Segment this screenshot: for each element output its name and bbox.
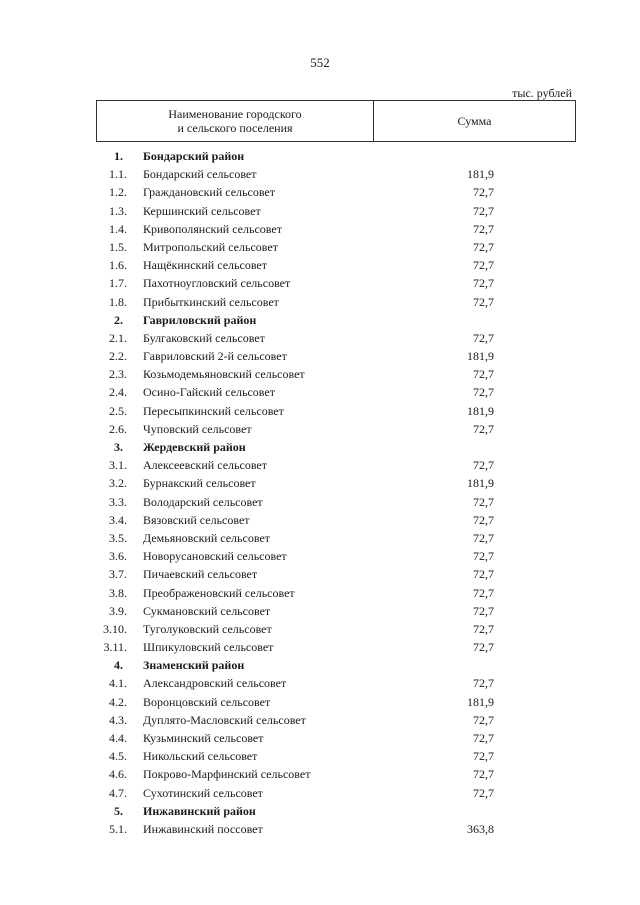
district-name: Инжавинский район (143, 803, 256, 818)
row-number: 4.3. (109, 712, 127, 727)
settlement-row (0, 604, 640, 622)
settlement-name: Осино-Гайский сельсовет (143, 385, 275, 400)
settlement-row (0, 767, 640, 785)
row-number: 2.4. (109, 385, 127, 400)
row-amount: 72,7 (473, 421, 494, 436)
settlement-row (0, 531, 640, 549)
row-amount: 72,7 (473, 585, 494, 600)
settlement-name: Шпикуловский сельсовет (143, 640, 274, 655)
row-number: 1.4. (109, 221, 127, 236)
row-amount: 72,7 (473, 640, 494, 655)
settlement-row (0, 822, 640, 840)
district-row (0, 149, 640, 167)
row-number: 2.3. (109, 367, 127, 382)
settlement-name: Преображеновский сельсовет (143, 585, 295, 600)
settlement-name: Алексеевский сельсовет (143, 458, 267, 473)
district-row (0, 313, 640, 331)
settlement-row (0, 476, 640, 494)
row-amount: 72,7 (473, 712, 494, 727)
row-amount: 72,7 (473, 731, 494, 745)
settlement-name: Бондарский сельсовет (143, 167, 257, 182)
settlement-row (0, 240, 640, 258)
units-label: тыс. рублей (512, 86, 572, 100)
settlement-name: Прибыткинский сельсовет (143, 294, 279, 309)
row-amount: 363,8 (467, 821, 494, 836)
row-number: 1.2. (109, 185, 127, 200)
row-amount: 72,7 (473, 276, 494, 291)
settlement-name: Кривополянский сельсовет (143, 221, 282, 236)
settlement-row (0, 567, 640, 585)
district-row (0, 658, 640, 676)
row-amount: 181,9 (467, 476, 494, 491)
row-number: 3.2. (109, 476, 127, 491)
settlement-name: Володарский сельсовет (143, 494, 263, 509)
row-number: 1.5. (109, 239, 127, 254)
settlement-row (0, 513, 640, 531)
settlement-row (0, 695, 640, 713)
settlement-name: Дуплято-Масловский сельсовет (143, 712, 306, 727)
district-row (0, 440, 640, 458)
settlement-name: Покрово-Марфинский сельсовет (143, 767, 311, 782)
settlement-name: Граждановский сельсовет (143, 185, 275, 200)
row-number: 1.8. (109, 294, 127, 309)
row-number: 4.5. (109, 749, 127, 764)
settlement-row (0, 367, 640, 385)
row-amount: 72,7 (473, 603, 494, 618)
row-amount: 72,7 (473, 530, 494, 545)
row-number: 3.10. (103, 621, 127, 636)
settlement-row (0, 458, 640, 476)
row-amount: 72,7 (473, 458, 494, 473)
row-amount: 72,7 (473, 367, 494, 382)
row-amount: 72,7 (473, 767, 494, 782)
row-number: 1.7. (109, 276, 127, 291)
settlement-name: Воронцовский сельсовет (143, 694, 271, 709)
row-amount: 72,7 (473, 294, 494, 309)
row-amount: 181,9 (467, 167, 494, 182)
settlement-row (0, 786, 640, 804)
settlement-name: Пересыпкинский сельсовет (143, 403, 284, 418)
row-amount: 72,7 (473, 203, 494, 218)
settlement-name: Козьмодемьяновский сельсовет (143, 367, 305, 382)
row-number: 1.1. (109, 167, 127, 182)
row-number: 4.7. (109, 785, 127, 800)
settlement-name: Митропольский сельсовет (143, 239, 278, 254)
row-number: 1.3. (109, 203, 127, 218)
settlement-row (0, 349, 640, 367)
page-number: 552 (310, 55, 330, 70)
settlement-name: Чуповский сельсовет (143, 421, 252, 436)
settlement-name: Новорусановский сельсовет (143, 549, 287, 564)
table-header (96, 100, 576, 142)
district-name: Гавриловский район (143, 312, 257, 327)
settlement-name: Демьяновский сельсовет (143, 530, 271, 545)
settlement-row (0, 331, 640, 349)
row-amount: 72,7 (473, 676, 494, 691)
settlement-row (0, 185, 640, 203)
row-amount: 72,7 (473, 385, 494, 400)
settlement-row (0, 422, 640, 440)
district-name: Бондарский район (143, 149, 245, 163)
settlement-name: Кершинский сельсовет (143, 203, 261, 218)
row-number: 3.3. (109, 494, 127, 509)
settlement-row (0, 276, 640, 294)
row-amount: 181,9 (467, 694, 494, 709)
row-number: 2.1. (109, 330, 127, 345)
row-number: 3. (114, 440, 123, 454)
settlement-name: Сукмановский сельсовет (143, 603, 271, 618)
row-amount: 181,9 (467, 403, 494, 418)
settlement-name: Сухотинский сельсовет (143, 785, 263, 800)
row-amount: 72,7 (473, 258, 494, 273)
district-name: Знаменский район (143, 658, 245, 673)
settlement-row (0, 749, 640, 767)
settlement-name: Гавриловский 2-й сельсовет (143, 349, 287, 364)
row-amount: 72,7 (473, 567, 494, 582)
row-number: 3.5. (109, 530, 127, 545)
row-amount: 72,7 (473, 549, 494, 564)
row-number: 5.1. (109, 821, 127, 836)
settlement-row (0, 258, 640, 276)
settlement-row (0, 204, 640, 222)
settlement-name: Булгаковский сельсовет (143, 330, 265, 345)
settlement-row (0, 622, 640, 640)
settlement-name: Никольский сельсовет (143, 749, 258, 764)
row-number: 2.2. (109, 349, 127, 364)
settlement-name: Пахотноугловский сельсовет (143, 276, 291, 291)
row-amount: 72,7 (473, 330, 494, 345)
settlement-name: Александровский сельсовет (143, 676, 287, 691)
settlement-row (0, 404, 640, 422)
settlement-row (0, 713, 640, 731)
row-number: 4.6. (109, 767, 127, 782)
row-number: 3.4. (109, 512, 127, 527)
row-number: 4.2. (109, 694, 127, 709)
row-amount: 72,7 (473, 494, 494, 509)
settlement-name: Пичаевский сельсовет (143, 567, 258, 582)
district-name: Жердевский район (143, 440, 246, 454)
row-number: 2.6. (109, 421, 127, 436)
column-header-name: Наименование городского и сельского поселения (97, 101, 374, 141)
row-number: 3.11. (103, 640, 127, 655)
settlement-row (0, 586, 640, 604)
row-amount: 72,7 (473, 239, 494, 254)
table-body (0, 149, 640, 840)
settlement-name: Инжавинский поссовет (143, 821, 263, 836)
settlement-row (0, 731, 640, 749)
row-amount: 72,7 (473, 185, 494, 200)
settlement-row (0, 495, 640, 513)
settlement-name: Бурнакский сельсовет (143, 476, 256, 491)
row-amount: 72,7 (473, 749, 494, 764)
district-row (0, 804, 640, 822)
settlement-name: Вязовский сельсовет (143, 512, 250, 527)
row-number: 3.9. (109, 603, 127, 618)
row-number: 2. (114, 312, 123, 327)
row-number: 5. (114, 803, 123, 818)
settlement-name: Туголуковский сельсовет (143, 621, 272, 636)
row-amount: 72,7 (473, 512, 494, 527)
row-number: 2.5. (109, 403, 127, 418)
row-number: 3.7. (109, 567, 127, 582)
settlement-row (0, 167, 640, 185)
row-number: 4.4. (109, 731, 127, 745)
column-header-sum: Сумма (457, 113, 492, 128)
row-number: 4.1. (109, 676, 127, 691)
settlement-row (0, 676, 640, 694)
settlement-row (0, 222, 640, 240)
settlement-row (0, 640, 640, 658)
row-amount: 181,9 (467, 349, 494, 364)
row-number: 1.6. (109, 258, 127, 273)
settlement-name: Кузьминский сельсовет (143, 731, 264, 745)
row-number: 3.8. (109, 585, 127, 600)
row-number: 3.6. (109, 549, 127, 564)
row-number: 1. (114, 149, 123, 163)
row-number: 4. (114, 658, 123, 673)
settlement-name: Нащёкинский сельсовет (143, 258, 267, 273)
row-number: 3.1. (109, 458, 127, 473)
row-amount: 72,7 (473, 221, 494, 236)
row-amount: 72,7 (473, 785, 494, 800)
settlement-row (0, 295, 640, 313)
settlement-row (0, 385, 640, 403)
row-amount: 72,7 (473, 621, 494, 636)
settlement-row (0, 549, 640, 567)
